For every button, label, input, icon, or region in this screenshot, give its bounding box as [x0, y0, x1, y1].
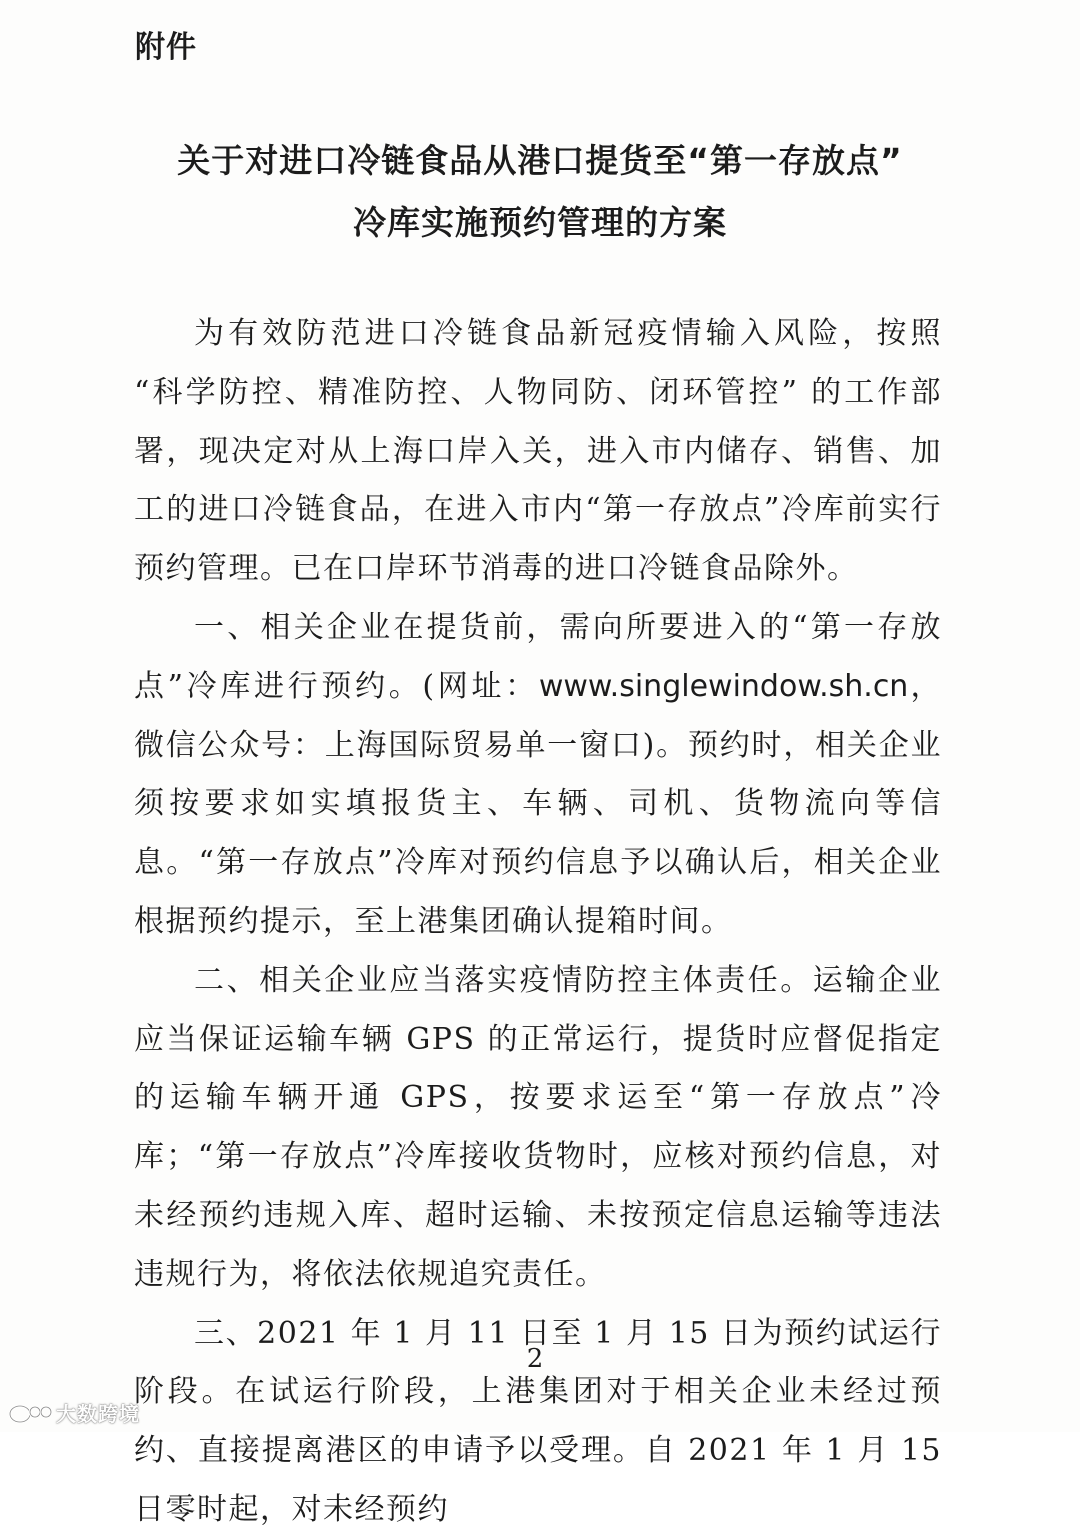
title-line-2: 冷库实施预约管理的方案	[353, 203, 727, 242]
item-1-text-start: 一、相关企业在提货前，需向所要进入的“第一存放点”冷库进行预约。(网址：	[134, 609, 942, 704]
item-1-text-end: ，微信公众号：上海国际贸易单一窗口)。预约时，相关企业须按要求如实填报货主、车辆、司机、货物流向等信息。“第一存放点”冷库对预约信息予以确认后，相关企业根据预约提示，至上港集团确认提箱时间。	[134, 668, 943, 939]
item-1-paragraph	[134, 599, 942, 952]
watermark-text: 大数跨境	[56, 1401, 140, 1426]
item-3-paragraph: 三、2021 年 1 月 11 日至 1 月 15 日为预约试运行阶段。在试运行阶段，上港集团对于相关企业未经过预约、直接提离港区的申请予以受理。自 2021 年 1 月 15 日零时起，对未经预约	[134, 1315, 942, 1527]
intro-paragraph: 为有效防范进口冷链食品新冠疫情输入风险，按照 “科学防控、精准防控、人物同防、闭环管控” 的工作部署，现决定对从上海口岸入关，进入市内储存、销售、加工的进口冷链食品，在进入市内“第一存放点”冷库前实行预约管理。已在口岸环节消毒的进口冷链食品除外。	[134, 316, 942, 587]
weibo-style-logo-icon	[8, 1400, 52, 1424]
title-line-1: 关于对进口冷链食品从港口提货至“第一存放点”	[177, 141, 903, 180]
item-2-paragraph: 二、相关企业应当落实疫情防控主体责任。运输企业应当保证运输车辆 GPS 的正常运行，提货时应督促指定的运输车辆开通 GPS，按要求运至“第一存放点”冷库；“第一存放点”冷库接收货物时，应核对预约信息，对未经预约违规入库、超时运输、未按预定信息运输等违法违规行为，将依法依规追究责任。	[134, 962, 942, 1292]
attachment-label: 附件	[135, 30, 197, 65]
website-url: www.singlewindow.sh.cn	[538, 668, 909, 704]
document-title	[90, 130, 990, 254]
page-number: 2	[526, 1344, 544, 1374]
watermark	[8, 1398, 140, 1426]
